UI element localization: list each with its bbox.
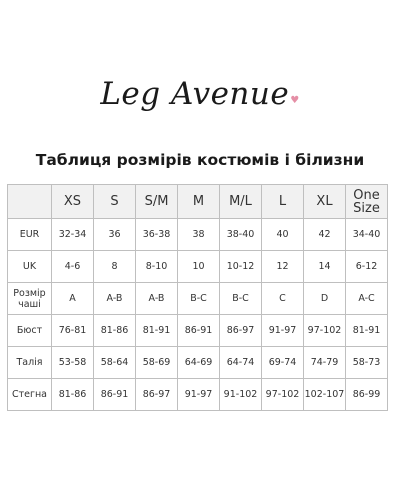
row-label: UK xyxy=(8,251,52,283)
header-cell-sm: S/M xyxy=(136,185,178,219)
table-cell: 58-69 xyxy=(136,347,178,379)
row-label: EUR xyxy=(8,219,52,251)
table-cell: 91-102 xyxy=(220,379,262,411)
table-cell: 76-81 xyxy=(52,315,94,347)
header-cell-xl: XL xyxy=(304,185,346,219)
header-cell-l: L xyxy=(262,185,304,219)
table-cell: A-B xyxy=(94,283,136,315)
table-cell: 8 xyxy=(94,251,136,283)
table-cell: 40 xyxy=(262,219,304,251)
table-cell: 38-40 xyxy=(220,219,262,251)
table-cell: 91-97 xyxy=(262,315,304,347)
table-cell: A xyxy=(52,283,94,315)
row-label: Талія xyxy=(8,347,52,379)
table-cell: 97-102 xyxy=(304,315,346,347)
table-cell: 86-91 xyxy=(178,315,220,347)
header-cell-m: M xyxy=(178,185,220,219)
table-row-bust xyxy=(8,315,388,347)
header-cell-ml: M/L xyxy=(220,185,262,219)
table-cell: 58-73 xyxy=(346,347,388,379)
table-header-row xyxy=(8,185,388,219)
table-cell: 86-97 xyxy=(220,315,262,347)
table-cell: 81-86 xyxy=(94,315,136,347)
row-label: Розмір чашi xyxy=(8,283,52,315)
table-cell: A-B xyxy=(136,283,178,315)
table-cell: 86-99 xyxy=(346,379,388,411)
table-cell: A-C xyxy=(346,283,388,315)
table-cell: 102-107 xyxy=(304,379,346,411)
table-row-eur xyxy=(8,219,388,251)
table-cell: 69-74 xyxy=(262,347,304,379)
header-cell-one-size: One Size xyxy=(346,185,388,219)
table-cell: 10 xyxy=(178,251,220,283)
header-cell-xs: XS xyxy=(52,185,94,219)
brand-name: Leg Avenue xyxy=(100,76,290,112)
row-label: Стегна xyxy=(8,379,52,411)
table-cell: 91-97 xyxy=(178,379,220,411)
table-cell: B-C xyxy=(178,283,220,315)
table-cell: 86-97 xyxy=(136,379,178,411)
table-cell: 36 xyxy=(94,219,136,251)
table-row-hips xyxy=(8,379,388,411)
table-cell: 86-91 xyxy=(94,379,136,411)
table-cell: 36-38 xyxy=(136,219,178,251)
header-cell-s: S xyxy=(94,185,136,219)
heart-icon: ♥ xyxy=(290,95,300,106)
table-cell: 32-34 xyxy=(52,219,94,251)
table-cell: B-C xyxy=(220,283,262,315)
size-chart-table xyxy=(7,184,388,411)
table-cell: 81-91 xyxy=(346,315,388,347)
table-cell: D xyxy=(304,283,346,315)
table-cell: 8-10 xyxy=(136,251,178,283)
table-row-cup-size xyxy=(8,283,388,315)
table-cell: 53-58 xyxy=(52,347,94,379)
table-cell: 58-64 xyxy=(94,347,136,379)
table-cell: 64-74 xyxy=(220,347,262,379)
table-cell: 38 xyxy=(178,219,220,251)
table-cell: 4-6 xyxy=(52,251,94,283)
table-cell: 14 xyxy=(304,251,346,283)
table-cell: 10-12 xyxy=(220,251,262,283)
header-cell-corner xyxy=(8,185,52,219)
table-cell: 74-79 xyxy=(304,347,346,379)
table-cell: C xyxy=(262,283,304,315)
table-cell: 81-86 xyxy=(52,379,94,411)
table-cell: 6-12 xyxy=(346,251,388,283)
table-row-uk xyxy=(8,251,388,283)
page-title: Таблиця розмірів костюмів і білизни xyxy=(35,151,365,169)
table-cell: 12 xyxy=(262,251,304,283)
brand-logo xyxy=(0,76,400,112)
table-row-waist xyxy=(8,347,388,379)
table-cell: 64-69 xyxy=(178,347,220,379)
table-cell: 42 xyxy=(304,219,346,251)
table-cell: 81-91 xyxy=(136,315,178,347)
table-cell: 34-40 xyxy=(346,219,388,251)
row-label: Бюст xyxy=(8,315,52,347)
table-cell: 97-102 xyxy=(262,379,304,411)
